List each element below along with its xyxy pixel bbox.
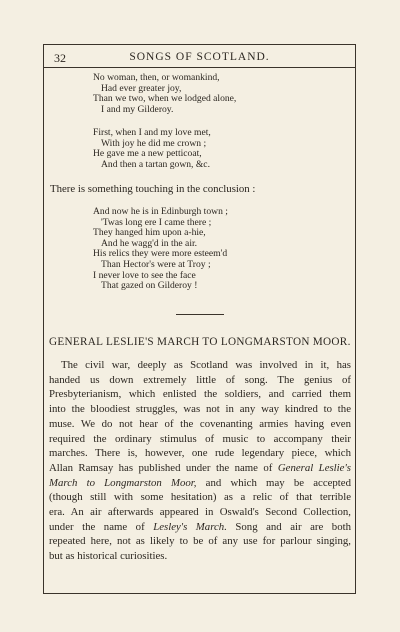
body-line: but as historical curiosities. — [49, 550, 168, 563]
poem-line: No woman, then, or womankind, — [93, 72, 220, 83]
body-line: required the ordinary stimulus of music to accompany their — [49, 432, 351, 445]
section-body — [49, 358, 351, 564]
body-line: marches. There is, however, one rude legendary piece, which — [49, 447, 351, 460]
poem-line: I never love to see the face — [93, 269, 196, 281]
poem-line: I and my Gilderoy. — [101, 103, 174, 115]
poem-line: And now he is in Edinburgh town ; — [93, 206, 228, 217]
body-line: into the bloodiest struggles, was not in any way kindred to the — [49, 403, 351, 416]
section-divider — [176, 314, 224, 315]
body-line — [49, 520, 351, 535]
body-fragment: Allan Ramsay has published under the name of — [49, 461, 273, 474]
poem-stanza-2 — [93, 128, 211, 170]
poem-stanza-1 — [93, 73, 236, 115]
body-line — [49, 476, 351, 491]
poem-line: Than Hector's were at Troy ; — [101, 258, 211, 270]
intro-line: There is something touching in the conclusion : — [50, 183, 256, 195]
running-head: SONGS OF SCOTLAND. — [129, 51, 270, 63]
poem-line: His relics they were more esteem'd — [93, 248, 228, 260]
poem-line: That gazed on Gilderoy ! — [101, 280, 198, 292]
poem-stanza-3 — [93, 207, 228, 292]
body-line: era. An air afterwards appeared in Oswald's Second Collection, — [49, 506, 351, 519]
body-line: repeated here, not as likely to be of any use for parlour singing, — [49, 535, 351, 548]
poem-line: He gave me a new petticoat, — [93, 148, 202, 160]
body-line: The civil war, deeply as Scotland was involved in it, has — [61, 359, 351, 371]
body-fragment: under the name of — [49, 520, 145, 533]
body-fragment: Song and air are both — [235, 520, 351, 533]
body-fragment: and which may be accepted — [196, 476, 351, 489]
poem-line: First, when I and my love met, — [93, 127, 211, 138]
page-number: 32 — [54, 51, 66, 65]
body-line: Presbyterianism, which enlisted the soldiers, and carried them — [49, 388, 351, 401]
poem-line: Had ever greater joy, — [101, 82, 182, 94]
poem-line: 'Twas long ere I came there ; — [101, 216, 212, 228]
italic-title: Lesley's March. — [153, 520, 227, 533]
italic-title: March to Longmarston Moor, — [49, 476, 197, 489]
body-line: handed us down extremely little of song. The genius of — [49, 373, 351, 386]
poem-line: And he wagg'd in the air. — [101, 237, 198, 249]
body-line — [49, 461, 351, 476]
poem-line: With joy he did me crown ; — [101, 137, 207, 149]
section-title: GENERAL LESLIE'S MARCH TO LONGMARSTON MOOR. — [49, 336, 351, 348]
body-line: (though still with some hesitation) as a relic of that terrible — [49, 491, 351, 504]
poem-line: They hanged him upon a-hie, — [93, 227, 206, 239]
poem-line: And then a tartan gown, &c. — [101, 158, 210, 170]
page-header — [44, 51, 355, 67]
italic-title: General Leslie's — [277, 461, 351, 474]
body-line: muse. We do not hear of the covenanting armies having even — [49, 417, 351, 430]
poem-line: Than we two, when we lodged alone, — [93, 93, 237, 105]
header-rule — [44, 67, 355, 68]
